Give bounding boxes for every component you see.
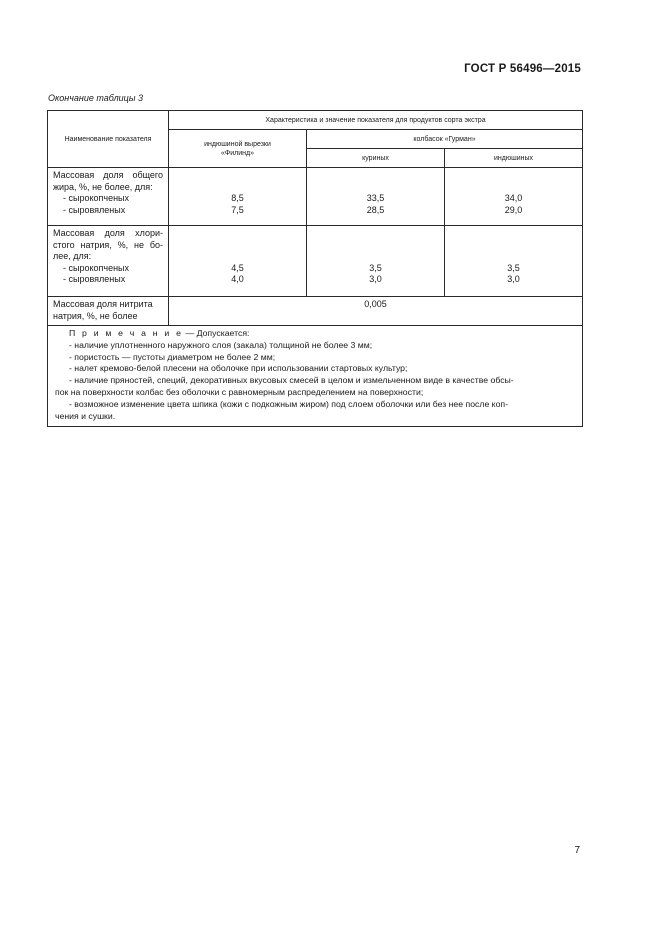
- header-fillet: индюшиной вырезки «Филинд»: [169, 130, 307, 168]
- cell-fat-chicken: 33,5 28,5: [307, 168, 445, 226]
- characteristics-table: [47, 110, 583, 427]
- cell-salt-chicken: 3,5 3,0: [307, 226, 445, 297]
- cell-salt-turkey: 3,5 3,0: [445, 226, 583, 297]
- table-caption: Окончание таблицы 3: [48, 93, 143, 103]
- header-main-characteristic: Характеристика и значение показателя для продуктов сорта экстра: [169, 111, 583, 130]
- note-line: - наличие пряностей, специй, декоративных вкусовых смесей в целом и измельченном виде в качестве обсы-: [69, 375, 514, 386]
- cell-fat-turkey: 34,0 29,0: [445, 168, 583, 226]
- page-number: 7: [574, 845, 580, 856]
- header-turkey: индюшиных: [445, 149, 583, 168]
- note-intro: — Допускается:: [183, 328, 250, 338]
- document-code: ГОСТ Р 56496—2015: [464, 63, 581, 75]
- note-title: П р и м е ч а н и е: [69, 328, 184, 338]
- table-row: [48, 297, 583, 326]
- cell-nitrite-value: 0,005: [169, 297, 583, 326]
- row-label-sodium-chloride: Массовая доля хлори- стого натрия, %, не бо- лее, для: - сырокопченых - сыровяленых: [48, 226, 169, 297]
- cell-salt-fillet: 4,5 4,0: [169, 226, 307, 297]
- cell-fat-fillet: 8,5 7,5: [169, 168, 307, 226]
- header-gurman-sausages: колбасок «Гурман»: [307, 130, 583, 149]
- note-line: пок на поверхности колбас без оболочки с равномерным распределением на поверхности;: [55, 386, 424, 397]
- table-note: [48, 326, 583, 427]
- header-indicator-name: Наименование показателя: [48, 111, 169, 168]
- note-row: [48, 326, 583, 427]
- note-line: - налет кремово-белой плесени на оболочке при использовании стартовых культур;: [69, 363, 408, 374]
- table-row: [48, 226, 583, 297]
- header-chicken: куриных: [307, 149, 445, 168]
- note-line: - возможное изменение цвета шпика (кожи с подкожным жиром) под слоем оболочки или без нее после коп-: [69, 398, 509, 409]
- note-line: - пористость — пустоты диаметром не более 2 мм;: [69, 351, 276, 362]
- table-row: [48, 168, 583, 226]
- note-line: чения и сушки.: [55, 410, 116, 421]
- note-line: - наличие уплотненного наружного слоя (закала) толщиной не более 3 мм;: [69, 339, 373, 350]
- row-label-fat: Массовая доля общего жира, %, не более, для: - сырокопченых - сыровяленых: [48, 168, 169, 226]
- row-label-nitrite: Массовая доля нитрита натрия, %, не более: [48, 297, 169, 326]
